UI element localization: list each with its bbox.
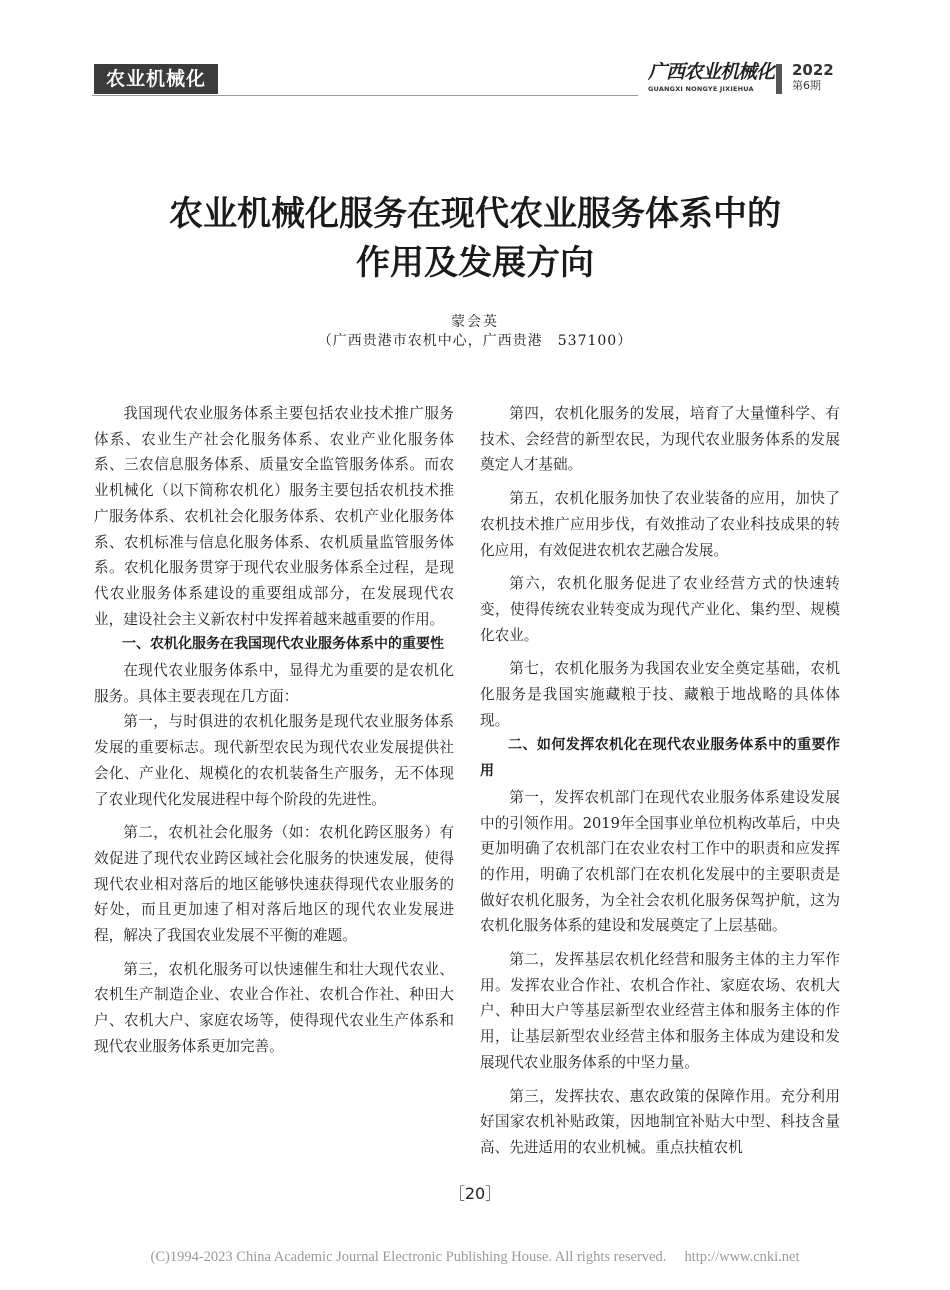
logo-divider: [776, 64, 782, 94]
issue-year: 2022: [792, 61, 834, 79]
paragraph: 第二，发挥基层农机化经营和服务主体的主力军作用。发挥农业合作社、农机合作社、家庭农场、农机大户、种田大户等基层新型农业经营主体和服务主体的作用，让基层新型农业经营主体和服务主体成为建设和发展现代农业服务体系的中坚力量。: [480, 951, 840, 1071]
right-column: [480, 401, 840, 1161]
paragraph: 我国现代农业服务体系主要包括农业技术推广服务体系、农业生产社会化服务体系、农业产业化服务体系、三农信息服务体系、质量安全监管服务体系。而农业机械化（以下简称农机化）服务主要包括农机技术推广服务体系、农机社会化服务体系、农机产业化服务体系、农机标准与信息化服务体系、农机质量监管服务体系。农机化服务贯穿于现代农业服务体系全过程，是现代农业服务体系建设的重要组成部分，在发展现代农业，建设社会主义新农村中发挥着越来越重要的作用。: [94, 405, 454, 628]
copyright-notice: (C)1994-2023 China Academic Journal Electronic Publishing House. All rights reserved. http://www.cnki.net: [150, 1249, 800, 1265]
paragraph: 第三，发挥扶农、惠农政策的保障作用。充分利用好国家农机补贴政策，因地制宜补贴大中型、科技含量高、先进适用的农业机械。重点扶植农机: [480, 1087, 840, 1156]
author: 蒙会英: [451, 314, 499, 330]
article-title-line-2: 作用及发展方向: [356, 243, 594, 283]
article-title: [60, 190, 890, 288]
paragraph: 第五，农机化服务加快了农业装备的应用，加快了农机技术推广应用步伐，有效推动了农业科技成果的转化应用，有效促进农机农艺融合发展。: [480, 490, 840, 559]
paragraph: 在现代农业服务体系中，显得尤为重要的是农机化服务。具体主要表现在几方面：: [94, 662, 454, 705]
journal-name: 广西农业机械化: [648, 61, 775, 83]
paragraph: 第一，发挥农机部门在现代农业服务体系建设发展中的引领作用。2019年全国事业单位机构改革后，中央更加明确了农机部门在农业农村工作中的职责和应发挥的作用，明确了农机部门在农机化发展中的主要职责是做好农机化服务，为全社会农机化服务保驾护航，这为农机化服务体系的建设和发展奠定了上层基础。: [480, 788, 840, 935]
paragraph: 第二，农机社会化服务（如：农机化跨区服务）有效促进了现代农业跨区域社会化服务的快速发展，使得现代农业相对落后的地区能够快速获得现代农业服务的好处，而且更加速了相对落后地区的现代农业发展进程，解决了我国农业发展不平衡的难题。: [94, 824, 454, 945]
affiliation: （广西贵港市农机中心，广西贵港 537100）: [317, 333, 633, 349]
paragraph: 第一，与时俱进的农机化服务是现代农业服务体系发展的重要标志。现代新型农民为现代农业发展提供社会化、产业化、规模化的农机装备生产服务，无不体现了农业现代化发展进程中每个阶段的先进性。: [94, 713, 454, 808]
section-tag: 农业机械化: [94, 64, 218, 94]
left-column: [94, 401, 454, 1060]
journal-logo: [648, 60, 775, 100]
page-number: ［20］: [448, 1184, 502, 1203]
paragraph: 第七，农机化服务为我国农业安全奠定基础，农机化服务是我国实施藏粮于技、藏粮于地战略的具体体现。: [480, 660, 840, 729]
section-heading-1: 一、农机化服务在我国现代农业服务体系中的重要性: [122, 636, 444, 653]
section-heading-2: 二、如何发挥农机化在现代农业服务体系中的重要作用: [480, 737, 840, 780]
journal-pinyin: GUANGXI NONGYE JIXIEHUA: [648, 85, 754, 93]
paragraph: 第六，农机化服务促进了农业经营方式的快速转变，使得传统农业转变成为现代产业化、集约型、规模化农业。: [480, 575, 840, 644]
paragraph: 第四，农机化服务的发展，培育了大量懂科学、有技术、会经营的新型农民，为现代农业服务体系的发展奠定人才基础。: [480, 405, 840, 474]
issue-number: 第6期: [792, 79, 821, 92]
article-title-line-1: 农业机械化服务在现代农业服务体系中的: [169, 194, 781, 234]
header-rule: [92, 95, 638, 96]
paragraph: 第三，农机化服务可以快速催生和壮大现代农业、农机生产制造企业、农业合作社、农机合作社、种田大户、农机大户、家庭农场等，使得现代农业生产体系和现代农业服务体系更加完善。: [94, 960, 454, 1055]
issue-block: [792, 62, 844, 93]
